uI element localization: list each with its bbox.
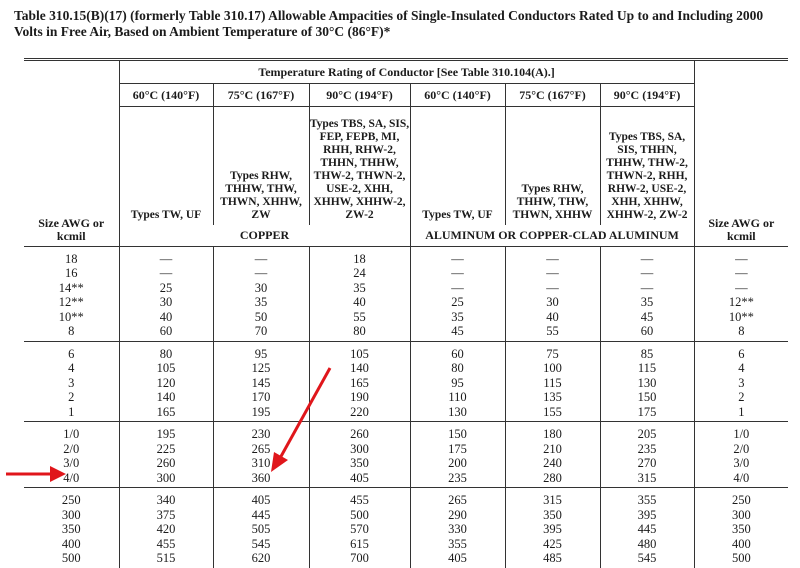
ampacity-cell: 455	[119, 537, 213, 552]
ampacity-cell: 545	[600, 551, 694, 568]
ampacity-cell: 395	[600, 508, 694, 523]
ampacity-cell: 24	[309, 266, 410, 281]
size-cell: 2	[68, 390, 75, 404]
ampacity-cell: 100	[505, 361, 600, 376]
ampacity-cell: 700	[309, 551, 410, 568]
ampacity-cell: —	[600, 246, 694, 266]
ampacity-cell: 25	[410, 295, 505, 310]
ampacity-cell: 190	[309, 390, 410, 405]
ampacity-cell: 155	[505, 405, 600, 422]
ampacity-cell: 35	[213, 295, 309, 310]
ampacity-cell: 405	[410, 551, 505, 568]
table-row	[24, 246, 788, 266]
ampacity-cell: 260	[309, 422, 410, 442]
table-row	[24, 551, 788, 568]
table-row	[24, 522, 788, 537]
ampacity-cell: 505	[213, 522, 309, 537]
ampacity-cell: 35	[309, 281, 410, 296]
size-cell: 350	[61, 522, 81, 536]
table-row	[24, 471, 788, 488]
ampacity-cell: 355	[410, 537, 505, 552]
size-cell: 300	[694, 508, 788, 523]
ampacity-cell: —	[600, 281, 694, 296]
ampacity-cell: 180	[505, 422, 600, 442]
ampacity-cell: 105	[119, 361, 213, 376]
ampacity-cell: 545	[213, 537, 309, 552]
ampacity-cell: —	[410, 246, 505, 266]
size-cell: 4	[68, 361, 75, 375]
ampacity-cell: 140	[309, 361, 410, 376]
size-cell: 10**	[58, 309, 84, 324]
size-cell: 350	[694, 522, 788, 537]
table-row	[24, 537, 788, 552]
ampacity-cell: 230	[213, 422, 309, 442]
ampacity-cell: 350	[309, 456, 410, 471]
ampacity-cell: 95	[410, 376, 505, 391]
types-header-1: Types RHW, THHW, THW, THWN, XHHW, ZW	[213, 107, 309, 225]
size-cell: —	[694, 266, 788, 281]
ampacity-cell: 310	[213, 456, 309, 471]
size-cell: 18	[65, 251, 78, 266]
ampacity-cell: —	[119, 246, 213, 266]
table-title: Table 310.15(B)(17) (formerly Table 310.17) Allowable Ampacities of Single-Insulated Conductors Rated Up to and Including 2000 Volts in Free Air, Based on Ambient Temperature of 30°C (86°F)*	[14, 8, 764, 39]
temp-header-1: 75°C (167°F)	[213, 84, 309, 107]
ampacity-cell: 225	[119, 442, 213, 457]
table-row	[24, 324, 788, 341]
ampacity-cell: 150	[600, 390, 694, 405]
ampacity-cell: 200	[410, 456, 505, 471]
ampacity-cell: 445	[213, 508, 309, 523]
ampacity-cell: 300	[309, 442, 410, 457]
ampacity-cell: 375	[119, 508, 213, 523]
ampacity-cell: 40	[119, 310, 213, 325]
size-cell: 12**	[58, 295, 84, 309]
table-row	[24, 488, 788, 508]
ampacity-cell: 265	[410, 488, 505, 508]
ampacity-cell: 340	[119, 488, 213, 508]
ampacity-cell: 85	[600, 341, 694, 361]
size-cell: 1/0	[694, 422, 788, 442]
temp-rating-header: Temperature Rating of Conductor [See Table 310.104(A).]	[119, 60, 694, 84]
ampacity-cell: 445	[600, 522, 694, 537]
types-header-3: Types TW, UF	[410, 107, 505, 225]
ampacity-cell: 485	[505, 551, 600, 568]
size-cell: 6	[68, 346, 75, 361]
ampacity-cell: 455	[309, 488, 410, 508]
ampacity-cell: —	[213, 246, 309, 266]
table-row	[24, 361, 788, 376]
size-cell: —	[694, 246, 788, 266]
table-row	[24, 341, 788, 361]
ampacity-cell: 95	[213, 341, 309, 361]
size-cell: 250	[61, 493, 81, 507]
size-cell: 2/0	[694, 442, 788, 457]
ampacity-cell: 60	[119, 324, 213, 341]
ampacity-cell: 60	[410, 341, 505, 361]
table-row	[24, 405, 788, 422]
ampacity-cell: 50	[213, 310, 309, 325]
ampacity-cell: 480	[600, 537, 694, 552]
ampacity-cell: 205	[600, 422, 694, 442]
ampacity-cell: 620	[213, 551, 309, 568]
ampacity-table	[24, 58, 788, 568]
ampacity-cell: 405	[213, 488, 309, 508]
ampacity-cell: 395	[505, 522, 600, 537]
ampacity-cell: 115	[600, 361, 694, 376]
size-cell: 4/0	[694, 471, 788, 488]
table-row	[24, 508, 788, 523]
temp-header-4: 75°C (167°F)	[505, 84, 600, 107]
table-row	[24, 295, 788, 310]
aluminum-header: ALUMINUM OR COPPER-CLAD ALUMINUM	[410, 225, 694, 247]
table-row	[24, 456, 788, 471]
ampacity-cell: 30	[213, 281, 309, 296]
size-cell: 12**	[694, 295, 788, 310]
ampacity-cell: 130	[410, 405, 505, 422]
ampacity-cell: 300	[119, 471, 213, 488]
ampacity-cell: —	[213, 266, 309, 281]
size-cell: 8	[694, 324, 788, 341]
ampacity-cell: 270	[600, 456, 694, 471]
ampacity-cell: 40	[505, 310, 600, 325]
ampacity-cell: 125	[213, 361, 309, 376]
temp-header-3: 60°C (140°F)	[410, 84, 505, 107]
size-cell: 4	[694, 361, 788, 376]
ampacity-cell: 280	[505, 471, 600, 488]
ampacity-cell: 120	[119, 376, 213, 391]
ampacity-cell: 240	[505, 456, 600, 471]
table-row	[24, 390, 788, 405]
table-row	[24, 376, 788, 391]
ampacity-cell: 35	[600, 295, 694, 310]
ampacity-cell: 150	[410, 422, 505, 442]
types-header-2: Types TBS, SA, SIS, FEP, FEPB, MI, RHH, RHW-2, THHN, THHW, THW-2, THWN-2, USE-2, XHH, XHHW, XHHW-2, ZW-2	[309, 107, 410, 225]
ampacity-cell: 330	[410, 522, 505, 537]
ampacity-cell: 235	[410, 471, 505, 488]
ampacity-cell: —	[505, 246, 600, 266]
ampacity-cell: 235	[600, 442, 694, 457]
ampacity-cell: 425	[505, 537, 600, 552]
temp-header-2: 90°C (194°F)	[309, 84, 410, 107]
ampacity-cell: —	[119, 266, 213, 281]
size-cell: 1	[694, 405, 788, 422]
ampacity-cell: 135	[505, 390, 600, 405]
ampacity-cell: —	[410, 266, 505, 281]
ampacity-cell: 115	[505, 376, 600, 391]
table-row	[24, 442, 788, 457]
size-cell: 500	[61, 551, 81, 565]
ampacity-cell: 30	[505, 295, 600, 310]
size-header-left: Size AWG or kcmil	[24, 60, 119, 247]
ampacity-cell: 35	[410, 310, 505, 325]
ampacity-cell: 18	[309, 246, 410, 266]
size-cell: 400	[61, 536, 81, 551]
ampacity-cell: 350	[505, 508, 600, 523]
ampacity-cell: 220	[309, 405, 410, 422]
size-cell: 6	[694, 341, 788, 361]
ampacity-cell: 570	[309, 522, 410, 537]
size-cell: 3	[694, 376, 788, 391]
size-cell: 1/0	[63, 427, 80, 441]
size-cell: 3/0	[694, 456, 788, 471]
ampacity-cell: 55	[309, 310, 410, 325]
size-cell: 10**	[694, 310, 788, 325]
ampacity-cell: 40	[309, 295, 410, 310]
ampacity-cell: 130	[600, 376, 694, 391]
size-cell: —	[694, 281, 788, 296]
ampacity-cell: 105	[309, 341, 410, 361]
ampacity-cell: 355	[600, 488, 694, 508]
size-cell: 250	[694, 488, 788, 508]
ampacity-cell: 265	[213, 442, 309, 457]
ampacity-cell: —	[600, 266, 694, 281]
ampacity-cell: 175	[410, 442, 505, 457]
ampacity-cell: 195	[119, 422, 213, 442]
ampacity-cell: 165	[309, 376, 410, 391]
ampacity-cell: 210	[505, 442, 600, 457]
ampacity-cell: 80	[410, 361, 505, 376]
ampacity-cell: 195	[213, 405, 309, 422]
ampacity-cell: 615	[309, 537, 410, 552]
types-header-5: Types TBS, SA, SIS, THHN, THHW, THW-2, THWN-2, RHH, RHW-2, USE-2, XHH, XHHW, XHHW-2, ZW-2	[600, 107, 694, 225]
ampacity-cell: 80	[309, 324, 410, 341]
ampacity-cell: 170	[213, 390, 309, 405]
copper-header: COPPER	[119, 225, 410, 247]
size-cell: 2/0	[63, 441, 80, 456]
types-header-4: Types RHW, THHW, THW, THWN, XHHW	[505, 107, 600, 225]
size-cell: 3	[68, 375, 75, 390]
ampacity-cell: 75	[505, 341, 600, 361]
size-cell: 14**	[58, 280, 84, 295]
size-cell: 400	[694, 537, 788, 552]
ampacity-cell: 55	[505, 324, 600, 341]
size-cell: 4/0	[63, 470, 80, 485]
table-row	[24, 281, 788, 296]
size-header-right: Size AWG or kcmil	[694, 60, 788, 247]
ampacity-cell: 60	[600, 324, 694, 341]
ampacity-cell: 515	[119, 551, 213, 568]
ampacity-cell: 260	[119, 456, 213, 471]
ampacity-cell: 165	[119, 405, 213, 422]
ampacity-cell: —	[505, 281, 600, 296]
ampacity-cell: 45	[410, 324, 505, 341]
size-cell: 300	[61, 507, 81, 522]
ampacity-cell: 80	[119, 341, 213, 361]
ampacity-cell: —	[505, 266, 600, 281]
ampacity-cell: 70	[213, 324, 309, 341]
size-cell: 1	[68, 404, 75, 419]
size-cell: 2	[694, 390, 788, 405]
table-row	[24, 266, 788, 281]
ampacity-cell: 290	[410, 508, 505, 523]
ampacity-cell: 360	[213, 471, 309, 488]
ampacity-cell: 405	[309, 471, 410, 488]
ampacity-cell: 30	[119, 295, 213, 310]
ampacity-cell: 315	[505, 488, 600, 508]
table-row	[24, 310, 788, 325]
ampacity-cell: 45	[600, 310, 694, 325]
size-cell: 8	[68, 324, 75, 338]
types-header-0: Types TW, UF	[119, 107, 213, 225]
ampacity-cell: 315	[600, 471, 694, 488]
temp-header-0: 60°C (140°F)	[119, 84, 213, 107]
ampacity-cell: 420	[119, 522, 213, 537]
ampacity-cell: 500	[309, 508, 410, 523]
ampacity-cell: 145	[213, 376, 309, 391]
arrow-diagonal	[262, 364, 342, 484]
ampacity-cell: 140	[119, 390, 213, 405]
ampacity-cell: 110	[410, 390, 505, 405]
arrow-left	[4, 462, 74, 486]
size-cell: 500	[694, 551, 788, 568]
table-row	[24, 422, 788, 442]
temp-header-5: 90°C (194°F)	[600, 84, 694, 107]
ampacity-cell: 175	[600, 405, 694, 422]
ampacity-cell: —	[410, 281, 505, 296]
ampacity-cell: 25	[119, 281, 213, 296]
size-cell: 3/0	[63, 456, 80, 470]
size-cell: 16	[65, 266, 78, 280]
